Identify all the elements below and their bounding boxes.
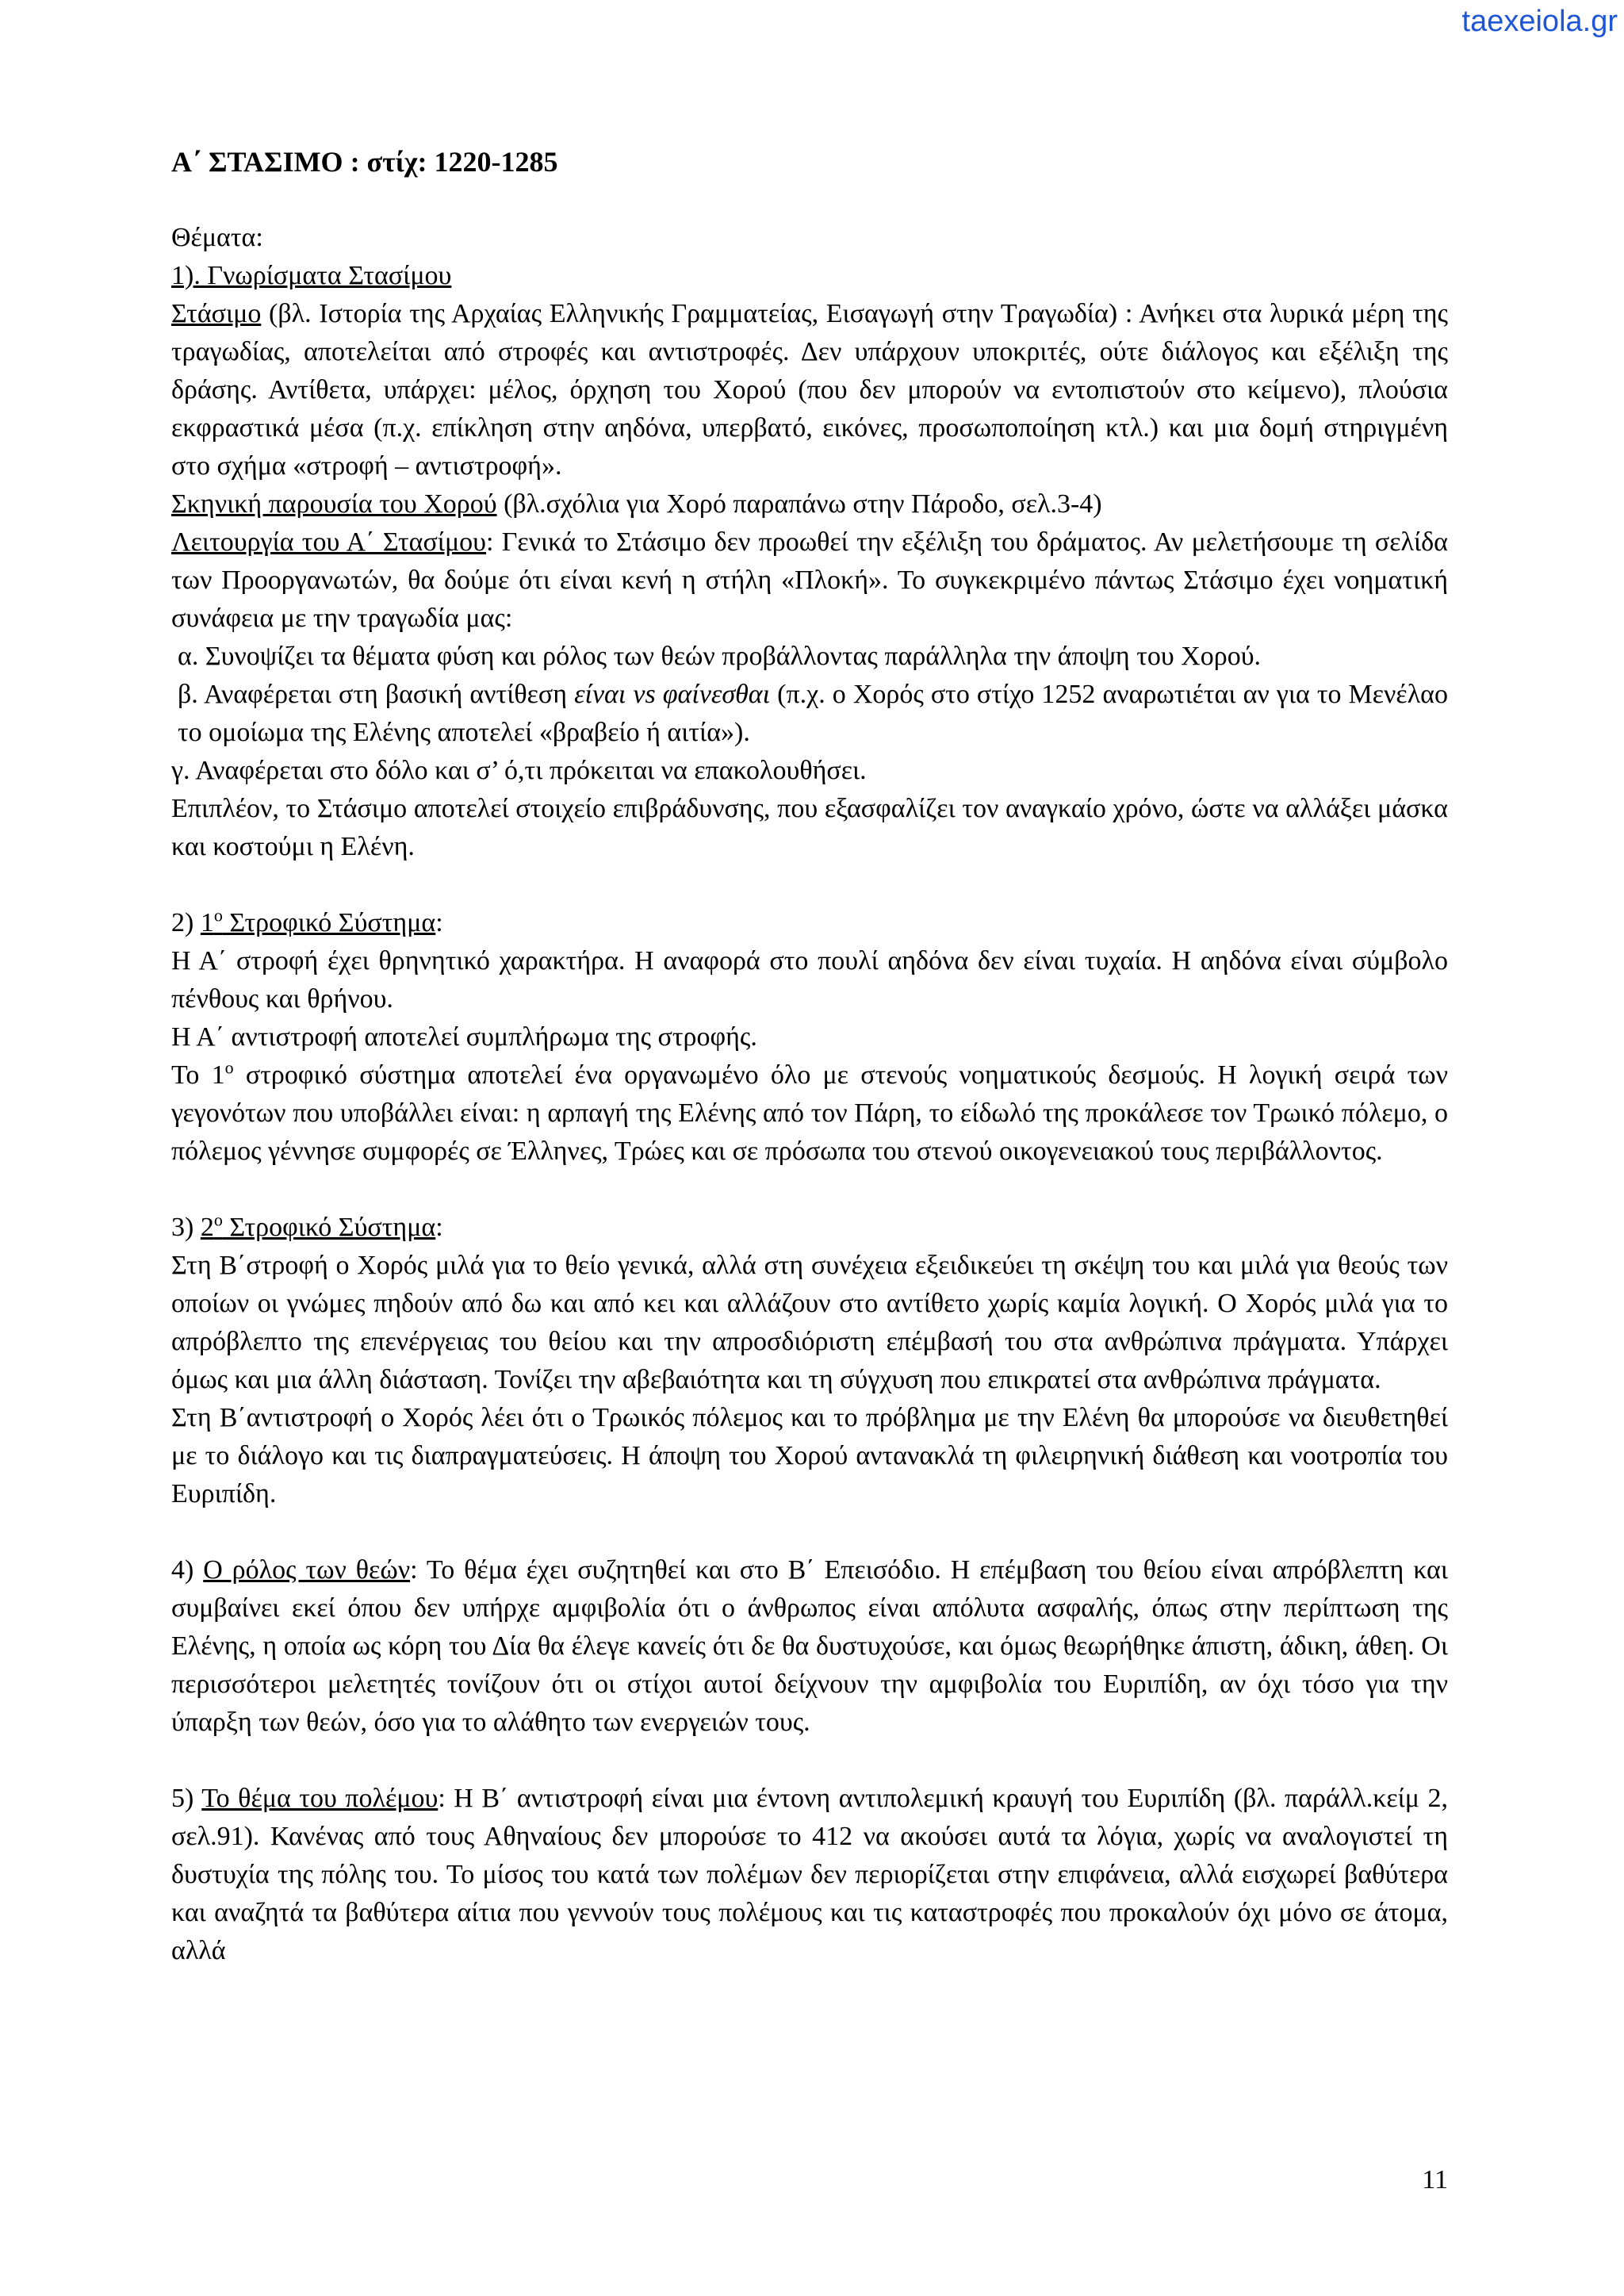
section-1-heading: [171, 257, 1448, 295]
section-2-paragraph-1: Η Α΄ στροφή έχει θρηνητικό χαρακτήρα. Η αναφορά στο πουλί αηδόνα δεν είναι τυχαία. Η αηδόνα είναι σύμβολο πένθους και θρήνου.: [171, 946, 1448, 1014]
section-3-heading: [171, 1209, 1448, 1247]
section-3-heading-text: [200, 1209, 436, 1242]
page-title: Α΄ ΣΤΑΣΙΜΟ : στίχ: 1220-1285: [171, 146, 558, 178]
stasimo-term: Στάσιμο: [171, 299, 262, 328]
function-text: : Γενικά το Στάσιμο δεν προωθεί την εξέλιξη του δράματος. Αν μελετήσουμε τη σελίδα των Προοργανωτών, θα δούμε ότι είναι κενή η στήλη «Πλοκή». Το συγκεκριμένο πάντως Στάσιμο έχει νοηματική συνάφεια με την τραγωδία μας:: [171, 527, 1448, 633]
section-1-extra-paragraph: Επιπλέον, το Στάσιμο αποτελεί στοιχείο επιβράδυνσης, που εξασφαλίζει τον αναγκαίο χρόνο, ώστε να αλλάξει μάσκα και κοστούμι η Ελένη.: [171, 794, 1448, 861]
section-5-heading-text: Το θέμα του πολέμου: [201, 1784, 439, 1813]
section-2-heading-text: [200, 905, 436, 937]
function-term: Λειτουργία του Α΄ Στασίμου: [171, 527, 487, 557]
section-1-stasimo-paragraph: [171, 295, 1448, 485]
section-3-number: 3): [171, 1213, 201, 1242]
section-4-number: 4): [171, 1555, 204, 1585]
list-item-a: α. Συνοψίζει τα θέματα φύση και ρόλος των θεών προβάλλοντας παράλληλα την άποψη του Χορού.: [178, 642, 1262, 671]
section-1-function-paragraph: [171, 523, 1448, 638]
section-2-p3-post: στροφικό σύστημα αποτελεί ένα οργανωμένο όλο με στενούς νοηματικούς δεσμούς. Η λογική σειρά των γεγονότων που υποβάλλει είναι: η αρπαγή της Ελένης από τον Πάρη, το είδωλό της προκάλεσε τον Τρωικό πόλεμο, ο πόλεμος γέννησε συμφορές σε Έλληνες, Τρώες και σε πρόσωπα του στενού οικογενειακού τους περιβάλλοντος.: [171, 1060, 1448, 1166]
section-2-p3-sup: ο: [224, 1057, 234, 1078]
section-2-colon: :: [435, 908, 443, 937]
section-5-text: : Η Β΄ αντιστροφή είναι μια έντονη αντιπολεμική κραυγή του Ευριπίδη (βλ. παράλλ.κείμ 2, σελ.91). Κανένας από τους Αθηναίους δεν μπορούσε το 412 να ακούσει αυτά τα λόγια, χωρίς να αναλογιστεί τη δυστυχία της πόλης του. Το μίσος του κατά των πολέμων δεν περιορίζεται στην επιφάνεια, αλλά εισχωρεί βαθύτερα και αναζητά τα βαθύτερα αίτια που γεννούν τους πολέμους και τις καταστροφές που προκαλούν όχι μόνο σε άτομα, αλλά: [171, 1784, 1448, 1965]
list-item-c: γ. Αναφέρεται στο δόλο και σ’ ό,τι πρόκειται να επακολουθήσει.: [171, 756, 867, 785]
section-2-number: 2): [171, 908, 201, 937]
section-2-paragraph-2: Η Α΄ αντιστροφή αποτελεί συμπλήρωμα της στροφής.: [171, 1022, 757, 1052]
item-b-post: (π.χ. ο Χορός στο στίχο 1252 αναρωτιέται αν για το Μενέλαο το ομοίωμα της Ελένης αποτελεί «βραβείο ή αιτία»).: [178, 680, 1448, 747]
site-watermark: taexeiola.gr: [1461, 5, 1618, 38]
section-4-paragraph: [171, 1551, 1448, 1742]
item-b-italic: είναι vs φαίνεσθαι: [574, 680, 771, 709]
section-3-title: Στροφικό Σύστημα: [222, 1213, 436, 1242]
section-3-ordinal: 2: [200, 1213, 214, 1242]
section-2-heading: [171, 904, 1448, 942]
section-1-heading-text: 1). Γνωρίσματα Στασίμου: [171, 261, 452, 290]
section-4-heading-text: Ο ρόλος των θεών: [203, 1555, 411, 1585]
section-2-ordinal-sup: ο: [213, 905, 223, 926]
stasimo-text: (βλ. Ιστορία της Αρχαίας Ελληνικής Γραμματείας, Εισαγωγή στην Τραγωδία) : Ανήκει στα λυρικά μέρη της τραγωδίας, αποτελείται από στροφές και αντιστροφές. Δεν υπάρχουν υποκριτές, ούτε διάλογος και εξέλιξη της δράσης. Αντίθετα, υπάρχει: μέλος, όρχηση του Χορού (που δεν μπορούν να εντοπιστούν στο κείμενο), πλούσια εκφραστικά μέσα (π.χ. επίκληση στην αηδόνα, υπερβατό, εικόνες, προσωποποίηση κτλ.) και μια δομή στηριγμένη στο σχήμα «στροφή – αντιστροφή».: [171, 299, 1448, 481]
section-3-ordinal-sup: ο: [213, 1209, 223, 1230]
section-3-colon: :: [435, 1213, 443, 1242]
section-3-paragraph-1: Στη Β΄στροφή ο Χορός μιλά για το θείο γενικά, αλλά στη συνέχεια εξειδικεύει τη σκέψη του και μιλά για θεούς των οποίων οι γνώμες πηδούν από δω και από κει και αλλάζουν στο αντίθετο χωρίς καμία λογική. Ο Χορός μιλά για το απρόβλεπτο της επενέργειας του θείου και την απροσδιόριστη επέμβασή του στα ανθρώπινα πράγματα. Υπάρχει όμως και μια άλλη διάσταση. Τονίζει την αβεβαιότητα και τη σύγχυση που επικρατεί στα ανθρώπινα πράγματα.: [171, 1251, 1448, 1394]
section-5-paragraph: [171, 1780, 1448, 1970]
scenic-term: Σκηνική παρουσία του Χορού: [171, 489, 497, 519]
section-2-title: Στροφικό Σύστημα: [222, 908, 436, 937]
list-item-b: [171, 676, 1448, 752]
item-b-pre: β. Αναφέρεται στη βασική αντίθεση: [178, 680, 575, 709]
section-2-p3-pre: Το 1: [171, 1060, 225, 1090]
document-body: [171, 143, 1448, 1970]
themes-label: Θέματα:: [171, 223, 263, 252]
section-1-scenic-paragraph: [171, 485, 1448, 523]
section-2-ordinal: 1: [200, 908, 214, 937]
section-4-text: : Το θέμα έχει συζητηθεί και στο Β΄ Επεισόδιο. Η επέμβαση του θείου είναι απρόβλεπτη και συμβαίνει εκεί όπου δεν υπήρχε αμφιβολία ότι ο άνθρωπος είναι απόλυτα ασφαλής, όπως στην περίπτωση της Ελένης, η οποία ως κόρη του Δία θα έλεγε κανείς ότι δε θα δυστυχούσε, και όμως θεωρήθηκε άπιστη, άδικη, άθεη. Οι περισσότεροι μελετητές τονίζουν ότι οι στίχοι αυτοί δείχνουν την αμφιβολία του Ευριπίδη, αν όχι τόσο για την ύπαρξη των θεών, όσο για το αλάθητο των ενεργειών τους.: [171, 1555, 1448, 1737]
section-5-number: 5): [171, 1784, 202, 1813]
scenic-text: (βλ.σχόλια για Χορό παραπάνω στην Πάροδο, σελ.3-4): [496, 489, 1102, 519]
page-number: 11: [1422, 2165, 1448, 2194]
section-3-paragraph-2: Στη Β΄αντιστροφή ο Χορός λέει ότι ο Τρωικός πόλεμος και το πρόβλημα με την Ελένη θα μπορούσε να διευθετηθεί με το διάλογο και τις διαπραγματεύσεις. Η άποψη του Χορού αντανακλά τη φιλειρηνική διάθεση και νοοτροπία του Ευριπίδη.: [171, 1403, 1448, 1508]
section-2-paragraph-3: [171, 1056, 1448, 1171]
